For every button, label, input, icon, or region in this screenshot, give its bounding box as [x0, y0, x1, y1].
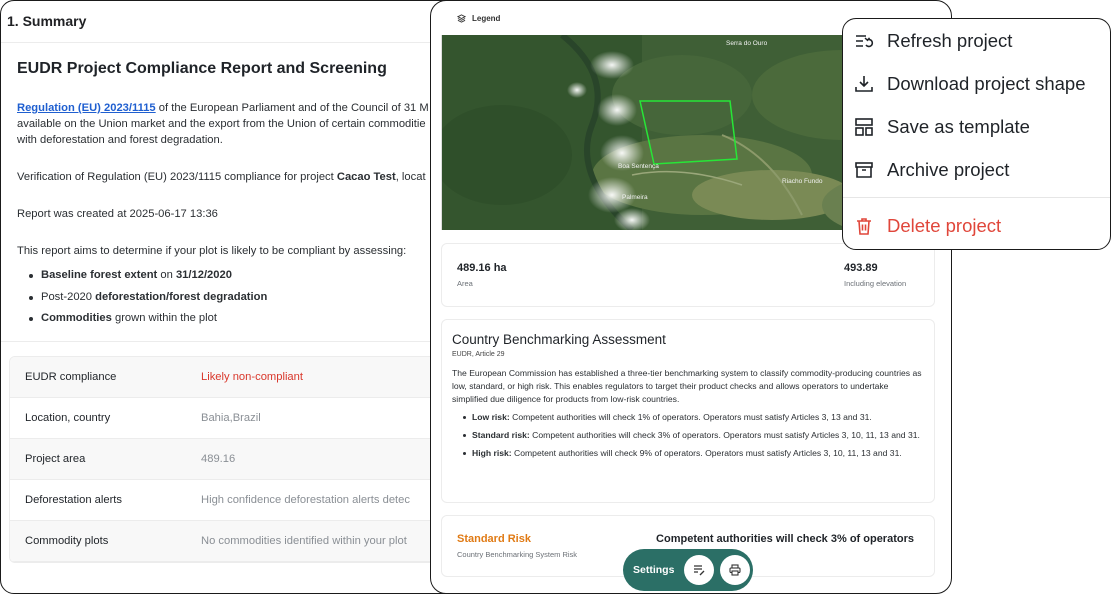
download-icon: [853, 73, 875, 95]
layers-icon: [457, 14, 466, 23]
list-item: Baseline forest extent on 31/12/2020: [27, 265, 583, 287]
settings-button[interactable]: Settings: [633, 564, 675, 576]
menu-item-download-shape[interactable]: [853, 64, 1086, 104]
archive-icon: [853, 159, 875, 181]
row-key: Commodity plots: [25, 534, 109, 547]
project-actions-menu: [842, 18, 1111, 250]
refresh-list-icon: [853, 30, 875, 52]
row-key: Location, country: [25, 411, 111, 424]
row-key: Project area: [25, 452, 86, 465]
elevation-stat: 493.89 Including elevation: [844, 262, 907, 288]
regulation-text-3: with deforestation and forest degradation.: [17, 134, 223, 146]
list-item: Post-2020 deforestation/forest degradation: [27, 287, 583, 309]
row-key: EUDR compliance: [25, 370, 117, 383]
row-value: Bahia,Brazil: [201, 411, 261, 424]
section-header: 1. Summary: [1, 1, 599, 43]
risk-level-sub: Country Benchmarking System Risk: [457, 550, 578, 559]
template-icon: [853, 116, 875, 138]
menu-item-delete[interactable]: [853, 206, 1001, 246]
list-item: Standard risk: Competent authorities will check 3% of operators. Operators must satisfy Articles 3, 10, 11, 13 and 31.: [462, 429, 924, 442]
benchmarking-subtitle: EUDR, Article 29: [452, 351, 505, 358]
print-button[interactable]: [720, 555, 750, 585]
verification-suffix: , locat: [395, 171, 426, 183]
benchmarking-card: [441, 319, 935, 503]
menu-divider: [843, 197, 1110, 198]
aims-intro: This report aims to determine if your plot is likely to be compliant by assessing:: [17, 245, 407, 257]
printer-icon: [729, 564, 741, 576]
risk-list: [452, 411, 924, 460]
report-title: EUDR Project Compliance Report and Screening: [17, 60, 387, 77]
row-value: 489.16: [201, 452, 236, 465]
menu-item-label: Archive project: [887, 159, 1010, 180]
menu-item-label: Save as template: [887, 116, 1030, 137]
edit-list-icon: [692, 563, 706, 577]
regulation-link[interactable]: Regulation (EU) 2023/1115: [17, 102, 156, 114]
benchmarking-title: Country Benchmarking Assessment: [452, 332, 666, 347]
area-stat: 489.16 ha Area: [457, 262, 507, 288]
map-place-label: Serra do Ouro: [726, 40, 768, 47]
trash-icon: [853, 215, 875, 237]
map-place-label: Riacho Fundo: [782, 178, 823, 185]
regulation-text-1: of the European Parliament and of the Council of 31 M: [155, 102, 429, 114]
row-key: Deforestation alerts: [25, 493, 123, 506]
menu-item-archive[interactable]: [853, 150, 1009, 190]
risk-level-detail: Competent authorities will check 3% of operators: [656, 533, 914, 545]
menu-item-label: Refresh project: [887, 30, 1013, 51]
row-value: Likely non-compliant: [201, 370, 303, 383]
map-place-label: Palmeira: [622, 194, 648, 201]
menu-item-refresh[interactable]: [853, 21, 1012, 61]
legend-label: Legend: [472, 13, 501, 23]
list-item: Commodities grown within the plot: [27, 308, 583, 330]
verification-prefix: Verification of Regulation (EU) 2023/1115 compliance for project: [17, 171, 337, 183]
row-value: No commodities identified within your plot: [201, 534, 407, 547]
risk-level-label: Standard Risk: [457, 533, 531, 545]
edit-list-button[interactable]: [684, 555, 714, 585]
benchmarking-text: The European Commission has established a three-tier benchmarking system to classify commodity-producing countries as low, standard, or high risk. This enables regulators to target their product checks and allows operators to undertake simplified due diligence for products from low-risk countries.: [452, 368, 922, 404]
project-name: Cacao Test: [336, 171, 396, 183]
regulation-text-2: available on the Union market and the export from the Union of certain commoditie: [17, 118, 426, 130]
list-item: High risk: Competent authorities will check 9% of operators. Operators must satisfy Articles 3, 10, 11, 13 and 31.: [462, 447, 924, 460]
created-date: Report was created at 2025-06-17 13:36: [17, 208, 218, 220]
area-stats-card: [441, 243, 935, 307]
menu-item-label: Download project shape: [887, 73, 1086, 94]
row-value: High confidence deforestation alerts detec: [201, 493, 410, 506]
list-item: Low risk: Competent authorities will check 1% of operators. Operators must satisfy Articles 3, 13 and 31.: [462, 411, 924, 424]
menu-item-save-template[interactable]: [853, 107, 1030, 147]
map-place-label: Boa Sentença: [618, 163, 659, 170]
settings-toolbar: [623, 549, 753, 591]
menu-item-label: Delete project: [887, 215, 1002, 236]
